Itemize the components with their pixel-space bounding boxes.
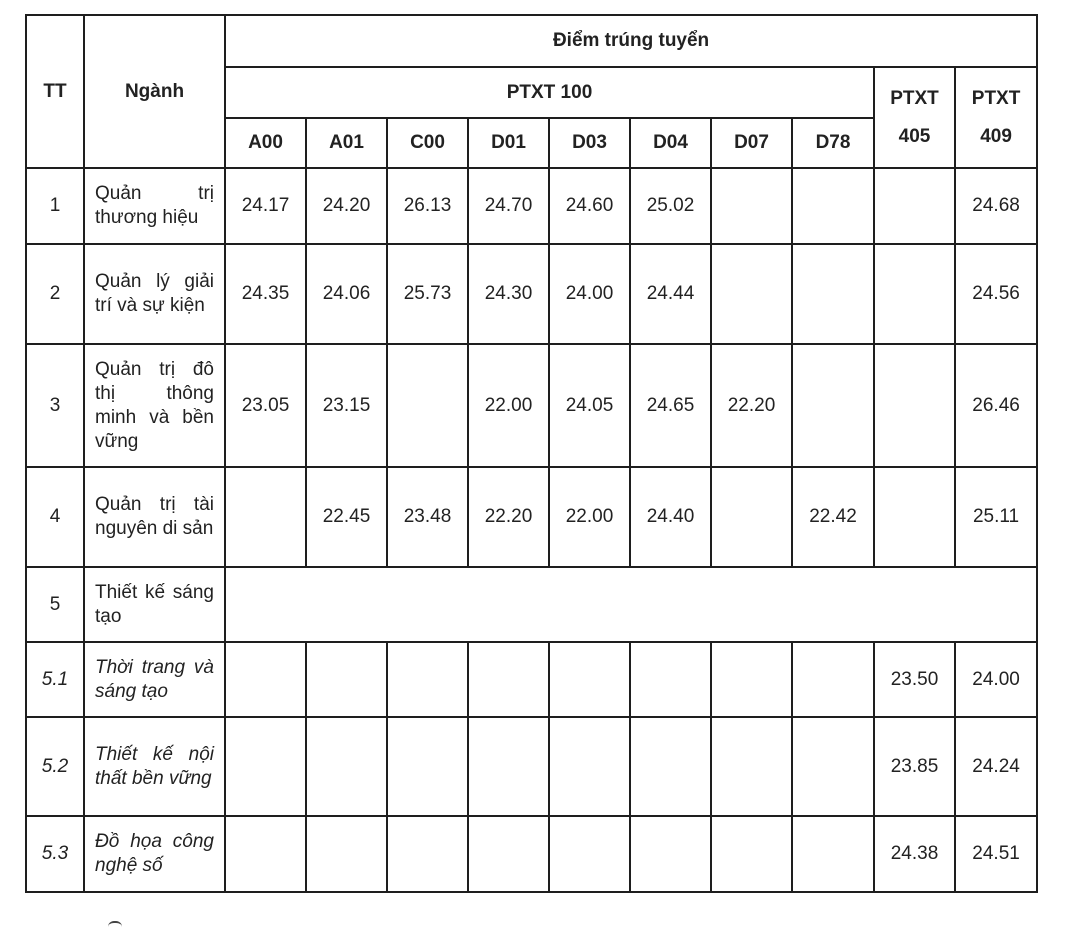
header-subject-d03: D03 [549,118,630,168]
score-cell [792,168,874,244]
header-subject-d07: D07 [711,118,792,168]
score-cell [468,816,549,892]
header-subject-d01: D01 [468,118,549,168]
score-cell: 22.20 [468,467,549,567]
table-row [26,816,1037,892]
score-cell: 22.00 [549,467,630,567]
score-cell: 26.46 [955,344,1037,467]
score-cell: 24.30 [468,244,549,344]
score-cell [711,717,792,816]
score-cell [468,642,549,717]
row-tt: 5.3 [26,816,84,892]
score-cell: 24.00 [955,642,1037,717]
score-cell: 24.05 [549,344,630,467]
score-cell: 24.06 [306,244,387,344]
score-cell [711,168,792,244]
score-cell: 24.51 [955,816,1037,892]
score-cell [792,344,874,467]
score-cell [225,717,306,816]
score-cell [387,717,468,816]
score-cell [387,642,468,717]
score-cell: 23.05 [225,344,306,467]
score-cell: 24.17 [225,168,306,244]
row-tt: 5.1 [26,642,84,717]
score-cell [874,244,955,344]
score-cell: 24.56 [955,244,1037,344]
header-ptxt405 [874,67,955,168]
header-diem-trung-tuyen: Điểm trúng tuyển [225,15,1037,67]
score-cell [630,642,711,717]
score-cell [792,642,874,717]
score-cell: 24.60 [549,168,630,244]
header-ptxt405-line1: PTXT [890,87,939,109]
row-major-name: Quản trị đô thị thông minh và bền vững [84,344,225,467]
score-cell: 24.24 [955,717,1037,816]
row-tt: 3 [26,344,84,467]
empty-merged-cell [225,567,1037,642]
row-tt: 5.2 [26,717,84,816]
score-cell [711,816,792,892]
row-major-name: Quản trị tài nguyên di sản [84,467,225,567]
score-cell [874,344,955,467]
score-cell: 24.00 [549,244,630,344]
score-cell: 24.68 [955,168,1037,244]
score-cell [874,467,955,567]
table-row [26,467,1037,567]
row-tt: 2 [26,244,84,344]
header-nganh: Ngành [84,15,225,168]
score-cell: 24.40 [630,467,711,567]
row-major-name: Quản trị thương hiệu [84,168,225,244]
admission-score-table [25,14,1038,893]
score-cell [306,717,387,816]
score-cell: 22.00 [468,344,549,467]
score-cell [549,642,630,717]
score-cell [874,168,955,244]
score-cell: 24.20 [306,168,387,244]
score-cell: 22.20 [711,344,792,467]
score-cell [387,816,468,892]
header-ptxt409-line1: PTXT [971,87,1021,109]
score-cell: 24.70 [468,168,549,244]
row-tt: 5 [26,567,84,642]
header-ptxt409 [955,67,1037,168]
row-tt: 4 [26,467,84,567]
header-subject-d78: D78 [792,118,874,168]
admission-score-table-container [25,14,1038,893]
score-cell [468,717,549,816]
row-major-name: Thiết kế nội thất bền vững [84,717,225,816]
score-cell: 23.48 [387,467,468,567]
score-cell [711,642,792,717]
score-cell [549,816,630,892]
score-cell: 24.38 [874,816,955,892]
score-cell: 22.42 [792,467,874,567]
score-cell [225,642,306,717]
score-cell: 23.85 [874,717,955,816]
header-subject-c00: C00 [387,118,468,168]
header-subject-a01: A01 [306,118,387,168]
score-cell: 23.15 [306,344,387,467]
header-ptxt100: PTXT 100 [225,67,874,118]
score-cell: 25.11 [955,467,1037,567]
score-cell [387,344,468,467]
score-cell [792,717,874,816]
score-cell [225,467,306,567]
table-row-group [26,567,1037,642]
row-major-name: Quản lý giải trí và sự kiện [84,244,225,344]
table-row [26,244,1037,344]
score-cell: 24.35 [225,244,306,344]
header-ptxt405-line2: 405 [898,125,931,147]
header-tt: TT [26,15,84,168]
header-subject-d04: D04 [630,118,711,168]
score-cell [306,642,387,717]
score-cell: 25.02 [630,168,711,244]
score-cell [630,717,711,816]
score-cell [630,816,711,892]
table-row [26,168,1037,244]
score-cell: 23.50 [874,642,955,717]
table-row [26,642,1037,717]
row-major-name: Thiết kế sáng tạo [84,567,225,642]
score-cell: 24.44 [630,244,711,344]
score-cell [711,467,792,567]
row-major-name: Đồ họa công nghệ số [84,816,225,892]
score-cell [225,816,306,892]
score-cell [711,244,792,344]
header-ptxt409-line2: 409 [980,125,1012,147]
partial-glyph-mark [108,921,122,929]
header-subject-a00: A00 [225,118,306,168]
row-tt: 1 [26,168,84,244]
table-row [26,344,1037,467]
score-cell [792,244,874,344]
score-cell: 26.13 [387,168,468,244]
table-row [26,717,1037,816]
score-cell [549,717,630,816]
score-cell: 24.65 [630,344,711,467]
score-cell [306,816,387,892]
score-cell: 25.73 [387,244,468,344]
score-cell: 22.45 [306,467,387,567]
row-major-name: Thời trang và sáng tạo [84,642,225,717]
score-cell [792,816,874,892]
